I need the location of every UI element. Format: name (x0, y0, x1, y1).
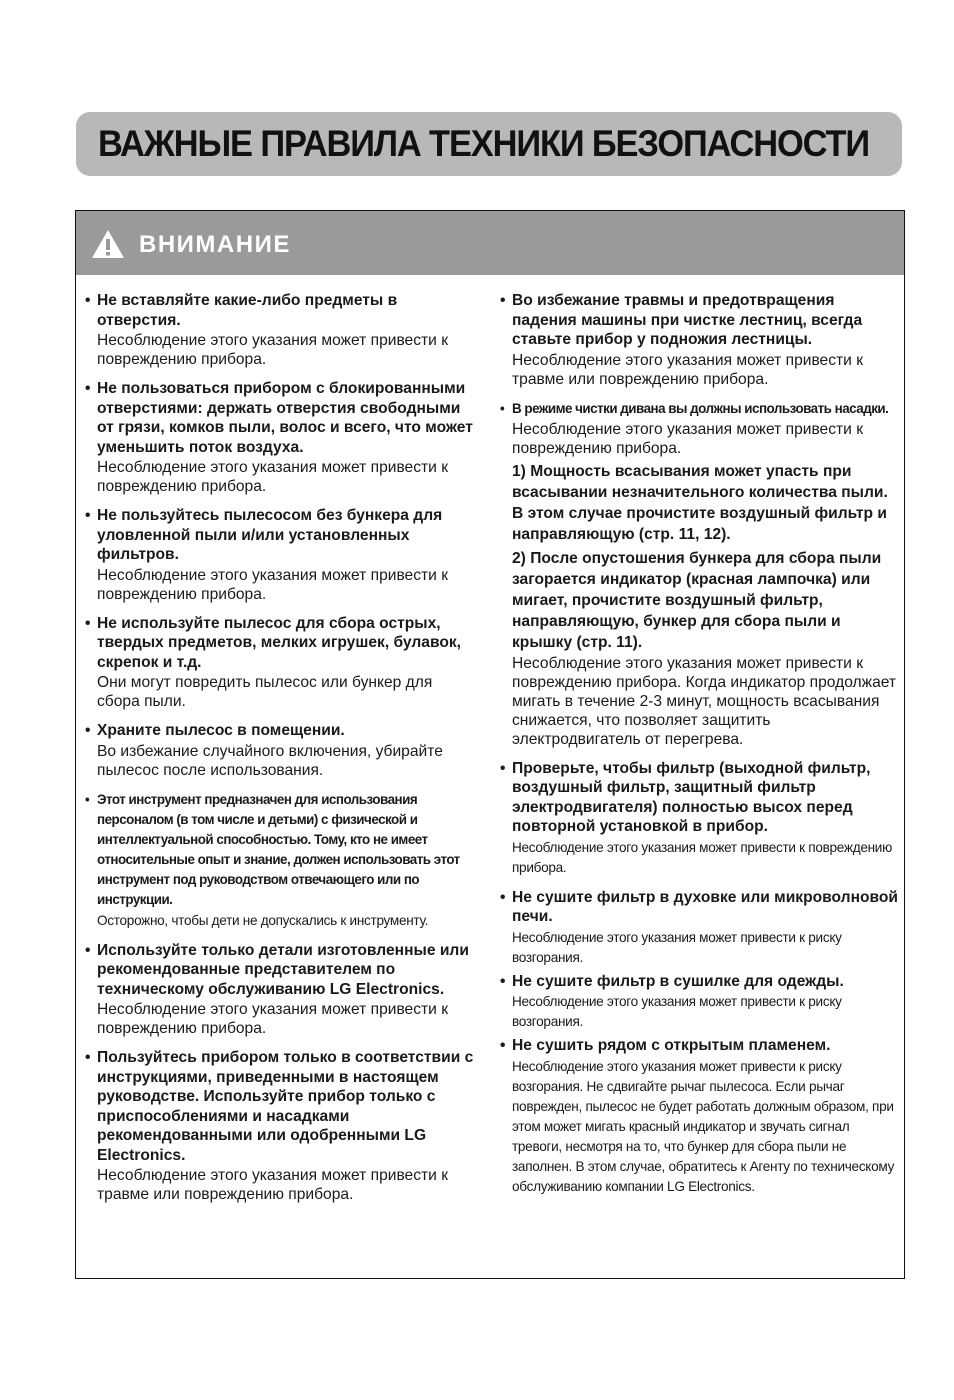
item-text: Несоблюдение этого указания может привести к риску возгорания. (512, 994, 842, 1029)
list-item (500, 888, 900, 968)
item-text: Несоблюдение этого указания может привести к травме или повреждению прибора. (97, 1167, 449, 1203)
right-column (500, 291, 900, 1207)
list-item (85, 1048, 475, 1204)
item-heading: • Не сушите фильтр в сушилке для одежды. (500, 972, 900, 992)
item-text-2: Несоблюдение этого указания может привести к повреждению прибора. Когда индикатор продолжает мигать в течение 2-3 минут, мощность всасывания снижается, что позволяет защитить электродвигатель от перегрева. (512, 654, 897, 748)
warning-frame (75, 210, 905, 1279)
warning-title: ВНИМАНИЕ (139, 231, 291, 258)
item-heading: • Не пользуйтесь пылесосом без бункера для уловленной пыли и/или установленных фильтров. (85, 506, 475, 565)
item-text: Несоблюдение этого указания может привести к повреждению прибора. (512, 420, 864, 457)
item-heading: • Не вставляйте какие-либо предметы в отверстия. (85, 291, 475, 330)
list-item (85, 379, 475, 496)
item-heading: • Не сушить рядом с открытым пламенем. (500, 1036, 900, 1056)
warning-header (76, 211, 904, 275)
item-text: Осторожно, чтобы дети не допускались к инструменту. (97, 912, 429, 928)
list-item (85, 790, 475, 931)
item-heading: • Не пользоваться прибором с блокированными отверстиями: держать отверстия свободными от грязи, комков пыли, волос и всего, что может уменьшить поток воздуха. (85, 379, 475, 457)
list-item (500, 972, 900, 1033)
list-item (85, 506, 475, 604)
item-text: Несоблюдение этого указания может привести к повреждению прибора. (512, 839, 892, 875)
item-heading: • Этот инструмент предназначен для использования персоналом (в том числе и детьми) с физической и интеллектуальной способностью. Тому, кто не имеет относительные опыт и знание, должен использовать этот инструмент под руководством отвечающего или по инструкции. (85, 790, 475, 910)
item-subpoint-2: 2) После опустошения бункера для сбора пыли загорается индикатор (красная лампочка) или мигает, прочистите воздушный фильтр, направляющую, бункер для сбора пыли и крышку (стр. 11). (512, 549, 882, 651)
warning-triangle-icon (91, 229, 125, 259)
item-text: Они могут повредить пылесос или бункер для сбора пыли. (97, 674, 433, 710)
item-heading: • Используйте только детали изготовленные или рекомендованные представителем по техническому обслуживанию LG Electronics. (85, 941, 475, 1000)
item-heading: • Пользуйтесь прибором только в соответствии с инструкциями, приведенными в настоящем руководстве. Используйте прибор только с приспособлениями и насадками рекомендованными или одобренными LG Electronics. (85, 1048, 475, 1165)
item-text: Несоблюдение этого указания может привести к повреждению прибора. (97, 459, 449, 495)
list-item (85, 614, 475, 712)
list-item (85, 721, 475, 780)
list-item (500, 1036, 900, 1197)
list-item (500, 399, 900, 749)
item-text: Несоблюдение этого указания может привести к травме или повреждению прибора. (512, 351, 864, 388)
item-heading: • Не сушите фильтр в духовке или микроволновой печи. (500, 888, 900, 927)
item-heading: • Храните пылесос в помещении. (85, 721, 475, 741)
item-heading: • Не используйте пылесос для сбора острых, твердых предметов, мелких игрушек, булавок, скрепок и т.д. (85, 614, 475, 673)
list-item (500, 291, 900, 389)
left-column (85, 291, 475, 1214)
item-text: Несоблюдение этого указания может привести к повреждению прибора. (97, 1001, 449, 1037)
item-text: Несоблюдение этого указания может привести к риску возгорания. Не сдвигайте рычаг пылесоса. Если рычаг поврежден, пылесос не будет работать должным образом, при этом может мигать красный индикатор и звучать сигнал тревоги, несмотря на то, что бункер для сбора пыли не заполнен. В этом случае, обратитесь к Агенту по техническому обслуживанию компании LG Electronics. (512, 1058, 895, 1194)
list-item (500, 759, 900, 878)
page-title: ВАЖНЫЕ ПРАВИЛА ТЕХНИКИ БЕЗОПАСНОСТИ (98, 123, 870, 164)
item-heading: • В режиме чистки дивана вы должны использовать насадки. (500, 399, 900, 419)
item-text: Несоблюдение этого указания может привести к повреждению прибора. (97, 332, 449, 368)
item-text: Несоблюдение этого указания может привести к риску возгорания. (512, 929, 842, 965)
item-text: Во избежание случайного включения, убирайте пылесос после использования. (97, 742, 443, 779)
title-bar (76, 112, 902, 176)
item-heading: • Во избежание травмы и предотвращения падения машины при чистке лестниц, всегда ставьте прибор у подножия лестницы. (500, 291, 900, 350)
list-item (85, 941, 475, 1039)
list-item (85, 291, 475, 369)
item-subpoint-1: 1) Мощность всасывания может упасть при всасывании незначительного количества пыли. В этом случае прочистите воздушный фильтр и направляющую (стр. 11, 12). (512, 462, 888, 543)
item-heading: • Проверьте, чтобы фильтр (выходной фильтр, воздушный фильтр, защитный фильтр электродвигателя) полностью высох перед повторной установкой в прибор. (500, 759, 900, 837)
item-text: Несоблюдение этого указания может привести к повреждению прибора. (97, 566, 449, 603)
